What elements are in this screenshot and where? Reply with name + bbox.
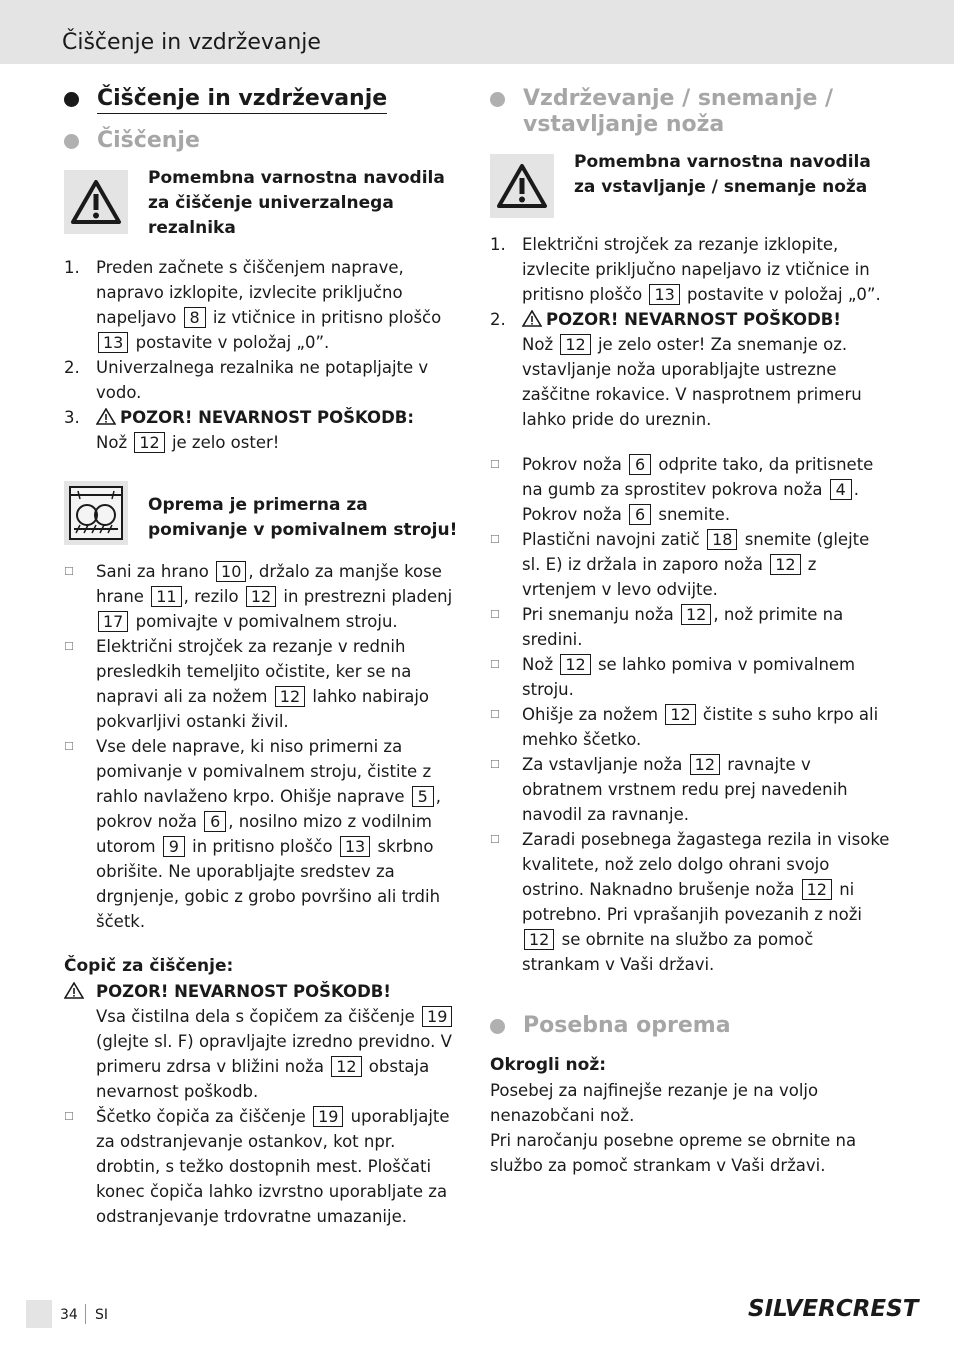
part-ref: 6 <box>629 504 651 525</box>
list-item: Vsa čistilna dela s čopičem za čiščenje 19 (glejte sl. F) opravljajte izredno previdno. V primeru zdrsa v bližini noža 12 obstaja nevarnost poškodb. <box>96 1007 452 1101</box>
footer-divider <box>85 1304 86 1324</box>
warning-small-icon <box>96 408 116 425</box>
part-ref: 4 <box>830 479 852 500</box>
square-bullet-icon: ☐ <box>64 740 74 753</box>
part-ref: 12 <box>331 1056 361 1077</box>
list-item: 3. POZOR! NEVARNOST POŠKODB: Nož 12 je zelo oster! <box>64 408 414 452</box>
part-ref: 13 <box>649 284 679 305</box>
part-ref: 12 <box>690 754 720 775</box>
brush-title: Čopič za čiščenje: <box>64 956 234 976</box>
section-bullet-icon <box>64 92 79 107</box>
dishwasher-note <box>64 481 464 545</box>
list-item: ☐ Ohišje za nožem 12 čistite s suho krpo ali mehko ščetko. <box>490 702 892 752</box>
page-number: 34 <box>60 1307 78 1323</box>
section-heading-cleaning: Čiščenje <box>64 128 464 154</box>
part-ref: 5 <box>412 786 434 807</box>
square-bullet-icon: ☐ <box>490 708 500 721</box>
round-knife-paragraph: Pri naročanju posebne opreme se obrnite na službo za pomoč strankam v Vaši državi. <box>490 1131 857 1175</box>
list-item: ☐ Ščetko čopiča za čiščenje 19 uporabljajte za odstranjevanje ostankov, kot npr. drobtin, s težko dostopnih mest. Ploščati konec čopiča lahko izvrstno uporabljate za odstranjevanje trdovratne umazanije. <box>64 1104 464 1229</box>
list-item: ☐ Za vstavljanje noža 12 ravnajte v obratnem vrstnem redu prej navedenih navodil za ravnanje. <box>490 752 892 827</box>
part-ref: 13 <box>98 332 128 353</box>
list-item: ☐ Električni strojček za rezanje v rednih presledkih temeljito očistite, ker se na napravi ali za nožem 12 lahko nabirajo pokvarljivi ostanki živil. <box>64 634 464 734</box>
part-ref: 10 <box>216 561 246 582</box>
part-ref: 17 <box>98 611 128 632</box>
section-heading-cleaning-maintenance: Čiščenje in vzdrževanje <box>64 86 464 114</box>
list-item: 1. Električni strojček za rezanje izklopite, izvlecite priključno napeljavo iz vtičnice in pritisno ploščo 13 postavite v položaj „0”. <box>490 235 881 304</box>
part-ref: 12 <box>681 604 711 625</box>
warning-triangle-icon <box>64 170 128 234</box>
section-bullet-icon <box>490 92 505 107</box>
part-ref: 19 <box>313 1106 343 1127</box>
part-ref: 12 <box>770 554 800 575</box>
safety-note-knife <box>490 154 892 218</box>
left-column <box>64 80 464 1229</box>
section-bullet-icon <box>64 134 79 149</box>
part-ref: 12 <box>134 432 164 453</box>
cleaning-steps-list <box>64 255 464 455</box>
square-bullet-icon: ☐ <box>490 458 500 471</box>
square-bullet-icon: ☐ <box>64 1110 74 1123</box>
right-column <box>490 80 892 1178</box>
list-item: ☐ Pokrov noža 6 odprite tako, da pritisnete na gumb za sprostitev pokrova noža 4 . Pokrov noža 6 snemite. <box>490 452 892 527</box>
square-bullet-icon: ☐ <box>490 833 500 846</box>
square-bullet-icon: ☐ <box>490 658 500 671</box>
warning-small-icon <box>522 310 542 327</box>
part-ref: 13 <box>340 836 370 857</box>
safety-note-cleaning <box>64 170 464 241</box>
square-bullet-icon: ☐ <box>64 565 74 578</box>
list-item: ☐ Nož 12 se lahko pomiva v pomivalnem stroju. <box>490 652 892 702</box>
part-ref: 12 <box>665 704 695 725</box>
part-ref: 12 <box>246 586 276 607</box>
language-code: SI <box>95 1307 109 1323</box>
dishwasher-icon <box>64 481 128 545</box>
list-item: ☐ Vse dele naprave, ki niso primerni za pomivanje v pomivalnem stroju, čistite z rahlo navlaženo krpo. Ohišje naprave 5 , pokrov noža 6 , nosilno mizo z vodilnim utorom 9 in pritisno ploščo 13 skrbno obrišite. Ne uporabljajte sredstev za drgnjenje, gobic z grobo površino ali trdih ščetk. <box>64 734 464 934</box>
warning-triangle-icon <box>490 154 554 218</box>
part-ref: 19 <box>422 1006 452 1027</box>
part-ref: 12 <box>560 654 590 675</box>
list-item: ☐ Pri snemanju noža 12 , nož primite na sredini. <box>490 602 892 652</box>
part-ref: 12 <box>275 686 305 707</box>
list-item: ☐ Plastični navojni zatič 18 snemite (glejte sl. E) iz držala in zaporo noža 12 z vrtenjem v levo odvijte. <box>490 527 892 602</box>
list-item: ☐ Zaradi posebnega žagastega rezila in visoke kvalitete, nož zelo dolgo ohrani svojo ostrino. Naknadno brušenje noža 12 ni potrebno. Pri vprašanjih povezanih z noži 12 se obrnite na službo za pomoč strankam v Vaši državi. <box>490 827 892 977</box>
round-knife-title: Okrogli nož: <box>490 1055 607 1075</box>
square-bullet-icon: ☐ <box>490 608 500 621</box>
square-bullet-icon: ☐ <box>490 533 500 546</box>
part-ref: 12 <box>560 334 590 355</box>
page-header-title: Čiščenje in vzdrževanje <box>62 30 321 55</box>
list-item: 2. POZOR! NEVARNOST POŠKODB! Nož 12 je zelo oster! Za snemanje oz. vstavljanje noža uporabljajte ustrezne zaščitne rokavice. V nasprotnem primeru lahko pride do ureznin. <box>490 310 862 429</box>
brush-warning: POZOR! NEVARNOST POŠKODB! <box>64 979 464 1004</box>
list-item: 1. Preden začnete s čiščenjem naprave, napravo izklopite, izvlecite priključno napeljavo 8 iz vtičnice in pritisno ploščo 13 postavite v položaj „0”. <box>64 258 442 352</box>
accessories-section <box>490 1053 892 1178</box>
footer-tab <box>26 1300 52 1328</box>
knife-steps-list <box>490 232 892 977</box>
square-bullet-icon: ☐ <box>490 758 500 771</box>
part-ref: 6 <box>204 811 226 832</box>
section-heading-knife: Vzdrževanje / snemanje / vstavljanje noža <box>490 86 892 138</box>
part-ref: 6 <box>629 454 651 475</box>
part-ref: 11 <box>151 586 181 607</box>
brush-section <box>64 954 464 1229</box>
safety-note-text: Pomembna varnostna navodila za vstavljanje / snemanje noža <box>574 152 871 197</box>
part-ref: 12 <box>802 879 832 900</box>
list-item: 2. Univerzalnega rezalnika ne potapljajte v vodo. <box>64 358 429 402</box>
part-ref: 12 <box>524 929 554 950</box>
warning-small-icon <box>64 982 84 999</box>
dishwasher-list <box>64 559 464 934</box>
round-knife-paragraph: Posebej za najfinejše rezanje je na voljo nenazobčani nož. <box>490 1081 819 1125</box>
section-bullet-icon <box>490 1019 505 1034</box>
list-item: ☐ Sani za hrano 10 , držalo za manjše kose hrane 11 , rezilo 12 in prestrezni pladenj 17 pomivajte v pomivalnem stroju. <box>64 559 464 634</box>
part-ref: 9 <box>163 836 185 857</box>
section-heading-accessories: Posebna oprema <box>490 1013 892 1039</box>
dishwasher-note-text: Oprema je primerna za pomivanje v pomivalnem stroju! <box>148 495 458 540</box>
square-bullet-icon: ☐ <box>64 640 74 653</box>
safety-note-text: Pomembna varnostna navodila za čiščenje univerzalnega rezalnika <box>148 168 445 238</box>
brand-logo: SILVERCREST <box>748 1296 919 1322</box>
part-ref: 18 <box>707 529 737 550</box>
part-ref: 8 <box>184 307 206 328</box>
